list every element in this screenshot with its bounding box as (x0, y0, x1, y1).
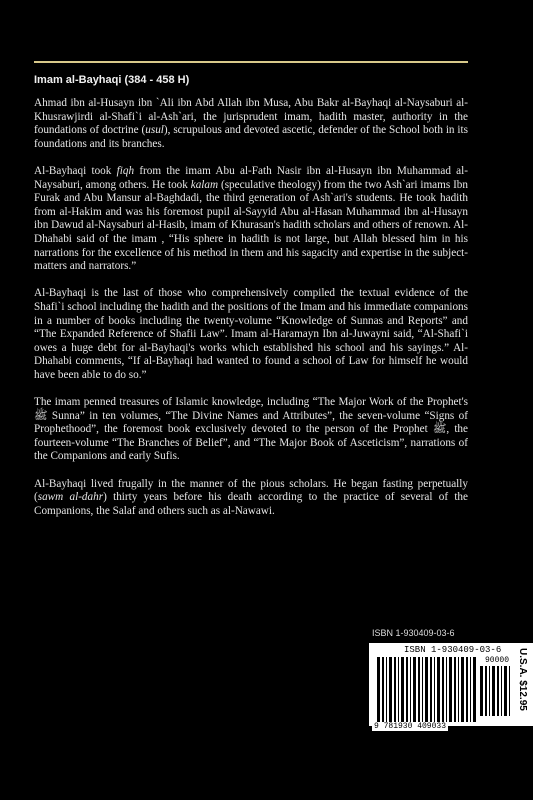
paragraph-4 (34, 396, 468, 464)
barcode-bar (406, 657, 408, 722)
top-rule (34, 61, 468, 63)
barcode-bar (413, 657, 416, 722)
barcode-bar (389, 657, 392, 722)
italic-term: kalam (190, 178, 219, 191)
barcode-bar (398, 657, 399, 722)
barcode-bar (430, 657, 432, 722)
text-run: (speculative theology) from the two Ash`ari imams Ibn Furak and Abu Mansur al-Baghdadi, the third generation of Ash`ari's students. He took hadith from al-Hakim and was his foremost pupil al-Sayyid Abu al-Hasan Muhammad ibn al-Husayn ibn Dawud al-Naysaburi al-Hasib, imam of Khurasan's hadith scholars and others of renown. Al-Dhahabi said of the imam , “His sphere in hadith is not large, but Allah blessed him in his narrations for the excellence of his method in them and his sagacity and expertise in the subject-matters and narrators.” (34, 178, 468, 273)
price-label: U.S.A. $12.95 (517, 648, 528, 711)
barcode-bar (501, 666, 502, 716)
paragraph-3 (34, 287, 468, 382)
barcode-bar (418, 657, 420, 722)
text-run: The imam penned treasures of Islamic knowledge, including “The Major Work of the Prophet's ﷺ Sunna” in ten volumes, “The Divine Names and Attributes”, the seven-volume “Signs of Prophethood”, the foremost book exclusively devoted to the person of the Prophet ﷺ, the fourteen-volume “The Branches of Belief”, and “The Major Book of Asceticism”, narrations of the Companions and early Sufis. (34, 396, 468, 463)
barcode-bar (485, 666, 487, 716)
barcode-addon-bars (480, 666, 510, 716)
barcode-bar (449, 657, 452, 722)
text-run: Al-Bayhaqi took (34, 164, 117, 177)
text-run: Al-Bayhaqi is the last of those who comprehensively compiled the textual evidence of the Shafi`i school including the hadith and the positions of the Imam and his immediate companions in a number of books including the twenty-volume “Knowledge of Sunnas and Reports” and “The Expanded Reference of Shafii Law”. Imam al-Haramayn Ibn al-Juwayni said, “Al-Shafi`i owes a huge debt for al-Bayhaqi's works which established his school and his sayings.” Al-Dhahabi comments, “If al-Bayhaqi had wanted to found a school of Law for himself he would have been able to do so.” (34, 287, 468, 381)
paragraph-2 (34, 165, 468, 274)
text-run: Al-Bayhaqi lived frugally in the manner of the pious scholars. He began fasting perpetually ( (34, 477, 468, 504)
barcode-addon: 90000 (485, 656, 510, 665)
paragraph-5 (34, 478, 468, 519)
barcode-bar (492, 666, 495, 716)
barcode-bar (446, 657, 447, 722)
barcode-bar (497, 666, 499, 716)
barcode-bar (461, 657, 464, 722)
page-title: Imam al-Bayhaqi (384 - 458 H) (34, 74, 190, 86)
barcode-bar (509, 666, 510, 716)
text-run: ) thirty years before his death according to the practice of several of the Companions, the Salaf and others such as al-Nawawi. (34, 491, 468, 517)
text-run: from the imam Abu al-Fath Nasir ibn al-Husayn ibn Muhammad al-Naysaburi, among others. He took (34, 164, 468, 191)
barcode-bar (377, 657, 380, 722)
barcode-bar (382, 657, 384, 722)
paragraph-1 (34, 97, 468, 151)
barcode-bar (434, 657, 435, 722)
barcode-bar (489, 666, 490, 716)
barcode-bar (454, 657, 456, 722)
text-run: Ahmad ibn al-Husayn ibn `Ali ibn Abd Allah ibn Musa, Abu Bakr al-Bayhaqi al-Naysaburi al-Khusrawjirdi al-Shafi`i al-Ash`ari, the jurisprudent imam, hadith master, authority in the foundations of doctrine ( (34, 97, 468, 137)
italic-term: sawm al-dahr (37, 491, 104, 504)
barcode-bar (394, 657, 396, 722)
text-run: ), scrupulous and devoted ascetic, defender of the School both in its foundations and its branches. (34, 124, 468, 150)
body-text (34, 97, 468, 532)
barcode-bar (410, 657, 411, 722)
barcode-bar (437, 657, 440, 722)
barcode-ean-digits: 9 781930 409033 (374, 722, 447, 731)
isbn-label: ISBN 1-930409-03-6 (372, 628, 455, 638)
barcode-main-bars (377, 657, 477, 722)
barcode-bar (401, 657, 404, 722)
barcode-bar (480, 666, 483, 716)
barcode-bar (422, 657, 423, 722)
barcode-isbn: ISBN 1-930409-03-6 (404, 645, 502, 655)
barcode-bar (473, 657, 476, 722)
italic-term: usul (145, 124, 164, 137)
barcode-bar (386, 657, 387, 722)
barcode-bar (442, 657, 444, 722)
barcode-bar (425, 657, 428, 722)
barcode-bar (504, 666, 507, 716)
barcode-bar (470, 657, 471, 722)
barcode-bar (458, 657, 459, 722)
barcode-bar (466, 657, 468, 722)
italic-term: fiqh (116, 164, 135, 177)
